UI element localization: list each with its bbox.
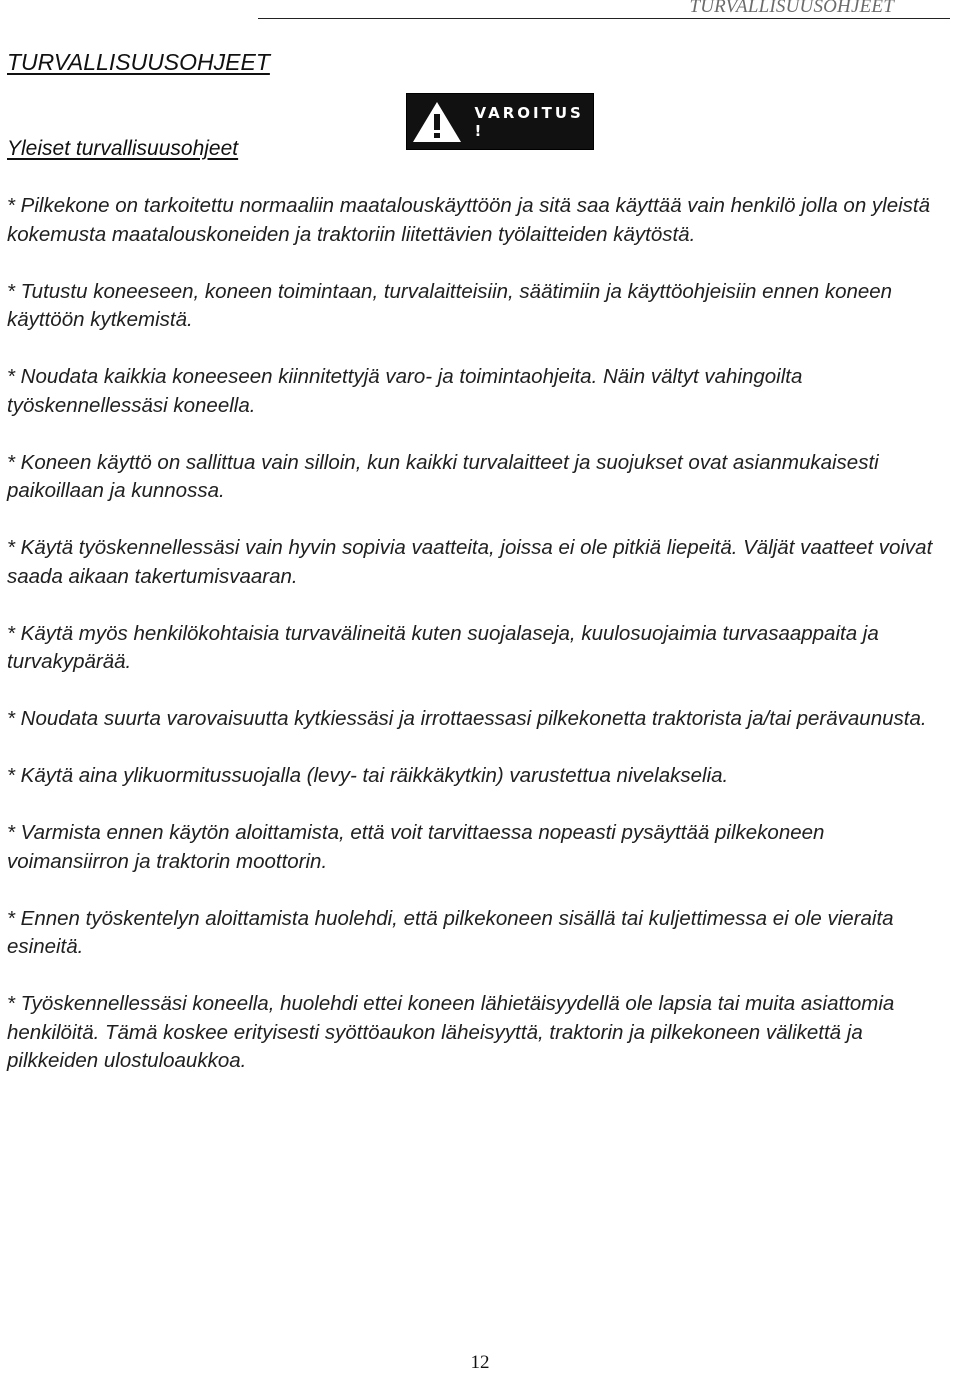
safety-rule: * Työskennellessäsi koneella, huolehdi ettei koneen lähietäisyydellä ole lapsia tai muita asiattomia henkilöitä. Tämä koskee erityisesti syöttöaukon läheisyyttä, traktorin ja pilkekoneen välikettä ja pilkkeiden ulostuloaukkoa. xyxy=(7,992,895,1072)
safety-rule: * Koneen käyttö on sallittua vain silloin, kun kaikki turvalaitteet ja suojukset ovat asianmukaisesti paikoillaan ja kunnossa. xyxy=(7,450,879,502)
safety-rule: * Noudata suurta varovaisuutta kytkiessäsi ja irrottaessasi pilkekonetta traktorista ja/tai perävaunusta. xyxy=(7,707,927,730)
warning-sign xyxy=(406,93,594,150)
safety-rule: * Käytä työskennellessäsi vain hyvin sopivia vaatteita, joissa ei ole pitkiä liepeitä. Väljät vaatteet voivat saada aikaan takertumisvaaran. xyxy=(7,536,933,588)
safety-rule: * Pilkekone on tarkoitettu normaaliin maatalouskäyttöön ja sitä saa käyttää vain henkilö jolla on yleistä kokemusta maatalouskoneiden ja traktoriin liitettävien työlaitteiden käytöstä. xyxy=(7,194,931,246)
warning-triangle-icon xyxy=(407,93,467,150)
running-header: TURVALLISUUSOHJEET xyxy=(689,0,894,17)
safety-rule: * Käytä myös henkilökohtaisia turvavälineitä kuten suojalaseja, kuulosuojaimia turvasaappaita ja turvakypärää. xyxy=(7,621,879,673)
safety-rule: * Ennen työskentelyn aloittamista huolehdi, että pilkekoneen sisällä tai kuljettimessa ei ole vieraita esineitä. xyxy=(7,906,894,958)
section-title: Yleiset turvallisuusohjeet xyxy=(7,137,239,160)
page-number: 12 xyxy=(470,1352,490,1373)
safety-rules-list xyxy=(7,192,947,1104)
page-title: TURVALLISUUSOHJEET xyxy=(7,49,270,75)
safety-rule: * Noudata kaikkia koneeseen kiinnitettyjä varo- ja toimintaohjeita. Näin vältyt vahingoilta työskennellessäsi koneella. xyxy=(7,365,803,417)
safety-rule: * Varmista ennen käytön aloittamista, että voit tarvittaessa nopeasti pysäyttää pilkekoneen voimansiirron ja traktorin moottorin. xyxy=(7,821,825,873)
warning-sign-label: VAROITUS ! xyxy=(474,103,584,140)
safety-rule: * Käytä aina ylikuormitussuojalla (levy- tai räikkäkytkin) varustettua nivelakselia. xyxy=(7,764,729,787)
safety-rule: * Tutustu koneeseen, koneen toimintaan, turvalaitteisiin, säätimiin ja käyttöohjeisiin ennen koneen käyttöön kytkemistä. xyxy=(7,279,893,331)
header-rule xyxy=(258,18,950,19)
